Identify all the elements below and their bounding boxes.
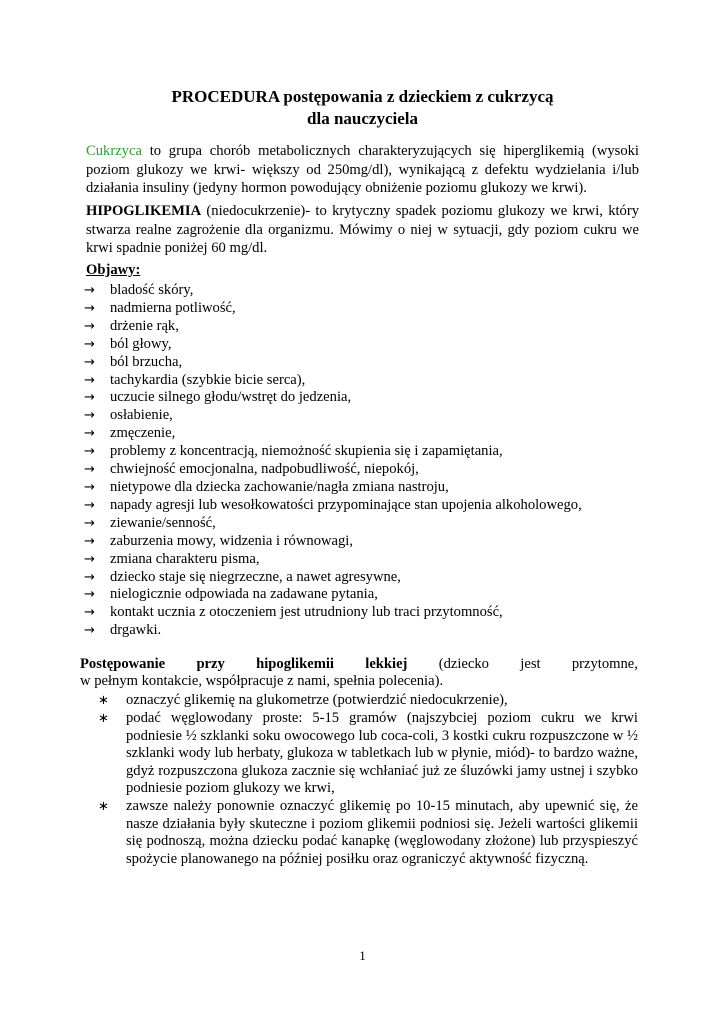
arrow-right-icon: → — [84, 497, 95, 513]
symptom-text: zmiana charakteru pisma, — [110, 550, 260, 567]
procedure-step-text: oznaczyć glikemię na glukometrze (potwierdzić niedocukrzenie), — [126, 692, 508, 708]
symptoms-heading-wrap — [86, 261, 639, 280]
procedure-word-5: (dziecko — [438, 656, 489, 672]
symptom-text: drżenie rąk, — [110, 317, 179, 334]
symptom-text: drgawki. — [110, 622, 162, 639]
arrow-right-icon: → — [84, 533, 95, 549]
symptom-text: nietypowe dla dziecka zachowanie/nagła zmiana nastroju, — [110, 478, 449, 495]
procedure-intro — [80, 656, 638, 690]
arrow-right-icon: → — [84, 283, 95, 298]
arrow-right-icon: → — [84, 372, 95, 388]
procedure-word-3: hipoglikemii — [256, 656, 334, 672]
arrow-right-icon: → — [84, 408, 95, 424]
symptom-text: ból głowy, — [110, 335, 172, 352]
symptom-text: zmęczenie, — [110, 425, 176, 442]
asterisk-bullet-icon: ∗ — [98, 693, 109, 708]
arrow-right-icon: → — [84, 390, 95, 406]
procedure-word-2: przy — [196, 656, 225, 672]
arrow-right-icon: → — [84, 336, 95, 352]
symptom-text: kontakt ucznia z otoczeniem jest utrudniony lub traci przytomność, — [110, 604, 503, 621]
procedure-step-text: podać węglowodany proste: 5-15 gramów (najszybciej poziom cukru we krwi podniesie ½ szklanki soku owocowego lub coca-coli, 3 kostki cukru rozpuszczone w ½ szklanki wody lub herbaty, glukoza w tabletkach lub w płynie, miód)- to bardzo ważne, gdyż rozpuszczona glukoza zacznie się wchłaniać już ze śluzówki jamy ustnej i szybko podniesie poziom glukozy we krwi, — [126, 710, 638, 797]
procedure-line-2: w pełnym kontakcie, współpracuje z nami, spełnia polecenia). — [80, 673, 444, 689]
arrow-right-icon: → — [84, 444, 95, 460]
symptoms-list — [84, 282, 644, 640]
symptom-text: tachykardia (szybkie bicie serca), — [110, 371, 306, 388]
symptom-item — [84, 604, 644, 622]
arrow-right-icon: → — [84, 623, 95, 639]
symptom-text: napady agresji lub wesołkowatości przypominające stan upojenia alkoholowego, — [110, 496, 582, 513]
asterisk-bullet-icon: ∗ — [98, 711, 109, 727]
symptom-text: ziewanie/senność, — [110, 514, 216, 531]
symptom-item — [84, 497, 644, 515]
symptom-text: ból brzucha, — [110, 353, 183, 370]
procedure-step — [96, 710, 638, 797]
procedure-step — [96, 798, 638, 868]
hypo-term: HIPOGLIKEMIA — [86, 203, 202, 219]
procedure-word-7: przytomne, — [571, 656, 638, 672]
procedure-word-4: lekkiej — [365, 656, 408, 672]
procedure-step-text: zawsze należy ponownie oznaczyć glikemię po 10-15 minutach, aby upewnić się, że nasze działania były skuteczne i poziom glikemii podniosi się. Jeżeli wartości glikemii się podnoszą, można dziecku podać kanapkę (węglowodany złożone) lub przyspieszyć spożycie planowanego na później posiłku oraz ograniczyć aktywność fizyczną. — [126, 798, 638, 867]
arrow-right-icon: → — [84, 426, 95, 442]
arrow-right-icon: → — [84, 479, 95, 495]
procedure-word-6: jest — [520, 656, 541, 672]
symptom-text: osłabienie, — [110, 407, 173, 424]
arrow-right-icon: → — [84, 354, 95, 370]
symptom-text: chwiejność emocjonalna, nadpobudliwość, niepokój, — [110, 461, 419, 478]
symptom-text: nielogicznie odpowiada na zadawane pytania, — [110, 586, 378, 603]
symptom-text: bladość skóry, — [110, 282, 194, 298]
symptom-text: nadmierna potliwość, — [110, 299, 236, 316]
symptom-text: dziecko staje się niegrzeczne, a nawet agresywne, — [110, 568, 401, 585]
title-line-1: PROCEDURA postępowania z dzieckiem z cukrzycą — [171, 87, 554, 106]
symptom-item — [84, 318, 644, 336]
symptom-item — [84, 622, 644, 640]
procedure-step — [96, 692, 638, 709]
intro-text: to grupa chorób metabolicznych charakteryzujących się hiperglikemią (wysoki poziom glukozy we krwi- większy od 250mg/dl), wynikającą z defektu wydzielania i/lub działania insuliny (jedyny hormon powodujący obniżenie poziomu glukozy we krwi). — [86, 143, 639, 196]
symptom-item — [84, 461, 644, 479]
symptom-item — [84, 300, 644, 318]
arrow-right-icon: → — [84, 551, 95, 567]
symptom-item — [84, 336, 644, 354]
asterisk-bullet-icon: ∗ — [98, 799, 109, 815]
procedure-word-1: Postępowanie — [80, 656, 166, 672]
arrow-right-icon: → — [84, 587, 95, 603]
arrow-right-icon: → — [84, 515, 95, 531]
hypo-text: (niedocukrzenie)- to krytyczny spadek poziomu glukozy we krwi, który stwarza realne zagrożenie dla organizmu. Mówimy o niej w sytuacji, gdy poziom cukru we krwi spadnie poniżej 60 mg/dl. — [86, 203, 639, 256]
symptom-text: zaburzenia mowy, widzenia i równowagi, — [110, 532, 354, 549]
symptom-item — [84, 425, 644, 443]
symptom-item — [84, 533, 644, 551]
symptom-item — [84, 407, 644, 425]
symptom-item — [84, 551, 644, 569]
intro-term: Cukrzyca — [86, 143, 142, 159]
intro-paragraph — [86, 142, 639, 198]
symptom-item — [84, 389, 644, 407]
symptom-text: problemy z koncentracją, niemożność skupienia się i zapamiętania, — [110, 443, 503, 460]
arrow-right-icon: → — [84, 318, 95, 334]
document-title — [0, 86, 725, 130]
procedure-steps — [96, 692, 638, 869]
symptom-item — [84, 515, 644, 533]
arrow-right-icon: → — [84, 569, 95, 585]
symptom-item — [84, 372, 644, 390]
symptom-item — [84, 479, 644, 497]
symptom-item — [84, 354, 644, 372]
title-line-2: dla nauczyciela — [307, 109, 418, 128]
arrow-right-icon: → — [84, 605, 95, 621]
symptom-item — [84, 586, 644, 604]
hypoglycemia-paragraph — [86, 202, 639, 258]
arrow-right-icon: → — [84, 462, 95, 478]
symptoms-heading: Objawy: — [86, 262, 141, 278]
symptom-text: uczucie silnego głodu/wstręt do jedzenia, — [110, 389, 352, 406]
page-number: 1 — [359, 948, 366, 963]
symptom-item — [84, 282, 644, 300]
symptom-item — [84, 569, 644, 587]
symptom-item — [84, 443, 644, 461]
arrow-right-icon: → — [84, 300, 95, 316]
